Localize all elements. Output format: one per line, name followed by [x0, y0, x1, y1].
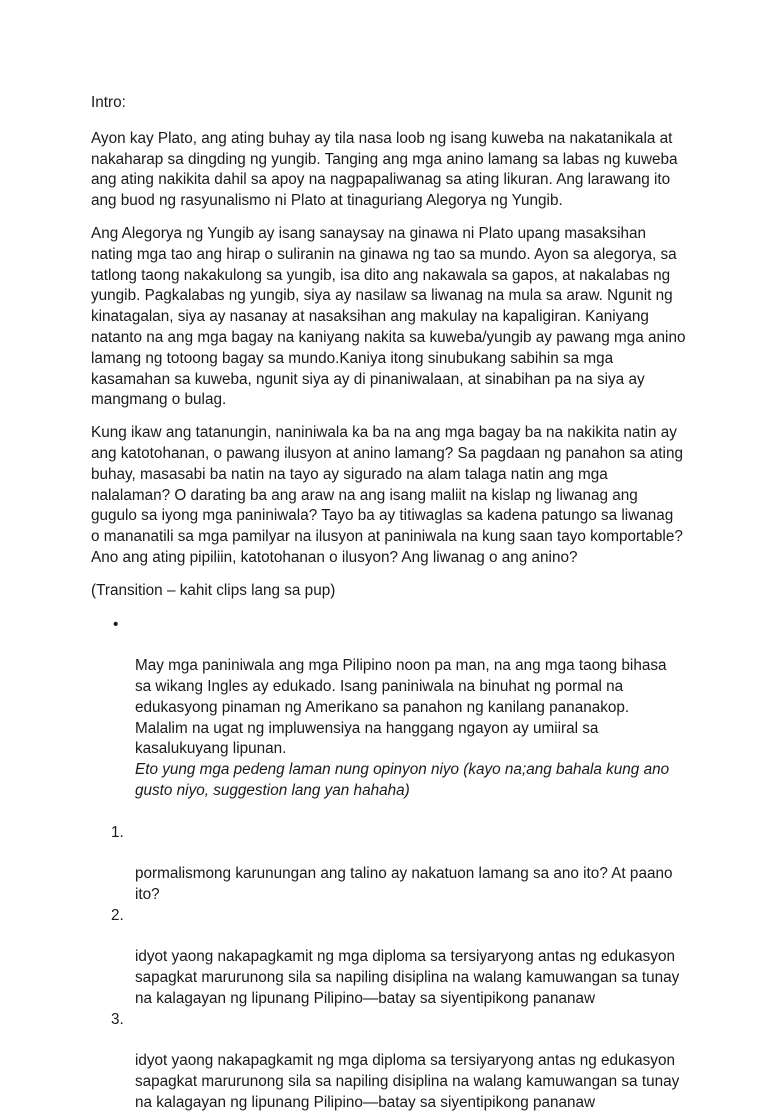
italic-note: Eto yung mga pedeng laman nung opinyon niyo (kayo na;ang bahala kung ano gusto niyo, suggestion lang yan hahaha)	[135, 761, 670, 799]
list-number: 2.	[111, 906, 124, 924]
list-number: 1.	[111, 823, 124, 841]
list-item	[91, 615, 708, 823]
list-item-text: idyot yaong nakapagkamit ng mga diploma sa tersiyaryong antas ng edukasyon sapagkat marurunong sila sa napiling disiplina na walang kamuwangan sa tunay na kalagayan ng lipunang Pilipino—batay sa siyentipikong pananaw	[135, 1052, 680, 1111]
list-item	[91, 906, 708, 1010]
list-item-text: idyot yaong nakapagkamit ng mga diploma sa tersiyaryong antas ng edukasyon sapagkat marurunong sila sa napiling disiplina na walang kamuwangan sa tunay na kalagayan ng lipunang Pilipino—batay sa siyentipikong pananaw	[135, 948, 680, 1007]
numbered-list	[91, 823, 708, 1114]
bullet-text: May mga paniniwala ang mga Pilipino noon pa man, na ang mga taong bihasa sa wikang Ingles ay edukado. Isang paniniwala na binuhat ng pormal na edukasyong pinaman ng Amerikano sa panahon ng kanilang pananakop. Malalim na ugat ng impluwensiya na hanggang ngayon ay umiiral sa kasalukuyang lipunan.	[135, 657, 667, 758]
bullet-list	[91, 615, 708, 823]
list-number: 3.	[111, 1010, 124, 1028]
bullet-marker: •	[113, 615, 119, 633]
transition-note: (Transition – kahit clips lang sa pup)	[91, 581, 336, 599]
list-item	[91, 1010, 708, 1114]
list-item	[91, 823, 708, 906]
paragraph-questions: Kung ikaw ang tatanungin, naniniwala ka ba na ang mga bagay ba na nakikita natin ay ang katotohanan, o pawang ilusyon at anino lamang? Sa pagdaan ng panahon sa ating buhay, masasabi ba natin na tayo ay sigurado na alam talaga natin ang mga nalalaman? O darating ba ang araw na ang isang maliit na kislap ng liwanag ang gugulo sa iyong mga paniniwala? Tayo ba ay titiwaglas sa kadena patungo sa liwanag o mananatili sa mga pamilyar na ilusyon at paniniwala na kung saan tayo komportable? Ano ang ating pipiliin, katotohanan o ilusyon? Ang liwanag o ang anino?	[91, 424, 683, 566]
paragraph-allegory: Ang Alegorya ng Yungib ay isang sanaysay na ginawa ni Plato upang masaksihan nating mga tao ang hirap o suliranin na ginawa ng tao sa mundo. Ayon sa alegorya, sa tatlong taong nakakulong sa yungib, isa dito ang nakawala sa gapos, at nakalabas ng yungib. Pagkalabas ng yungib, siya ay nasilaw sa liwanag na mula sa araw. Ngunit ng kinatagalan, siya ay nasanay at nasaksihan ang makulay na kapaligiran. Kaniyang natanto na ang mga bagay na kaniyang nakita sa kuweba/yungib ay pawang mga anino lamang ng totoong bagay sa mundo.Kaniya itong sinubukang sabihin sa mga kasamahan sa kuweba, ngunit siya ay di pinaniwalaan, at sinabihan pa na siya ay mangmang o bulag.	[91, 224, 686, 409]
intro-heading: Intro:	[91, 94, 126, 111]
paragraph-plato-cave: Ayon kay Plato, ang ating buhay ay tila nasa loob ng isang kuweba na nakatanikala at nakaharap sa dingding ng yungib. Tanging ang mga anino lamang sa labas ng kuweba ang ating nakikita dahil sa apoy na nagpapaliwanag sa ating likuran. Ang larawang ito ang buod ng rasyunalismo ni Plato at tinaguriang Alegorya ng Yungib.	[91, 129, 678, 210]
list-item-text: pormalismong karunungan ang talino ay nakatuon lamang sa ano ito? At paano ito?	[135, 865, 673, 903]
